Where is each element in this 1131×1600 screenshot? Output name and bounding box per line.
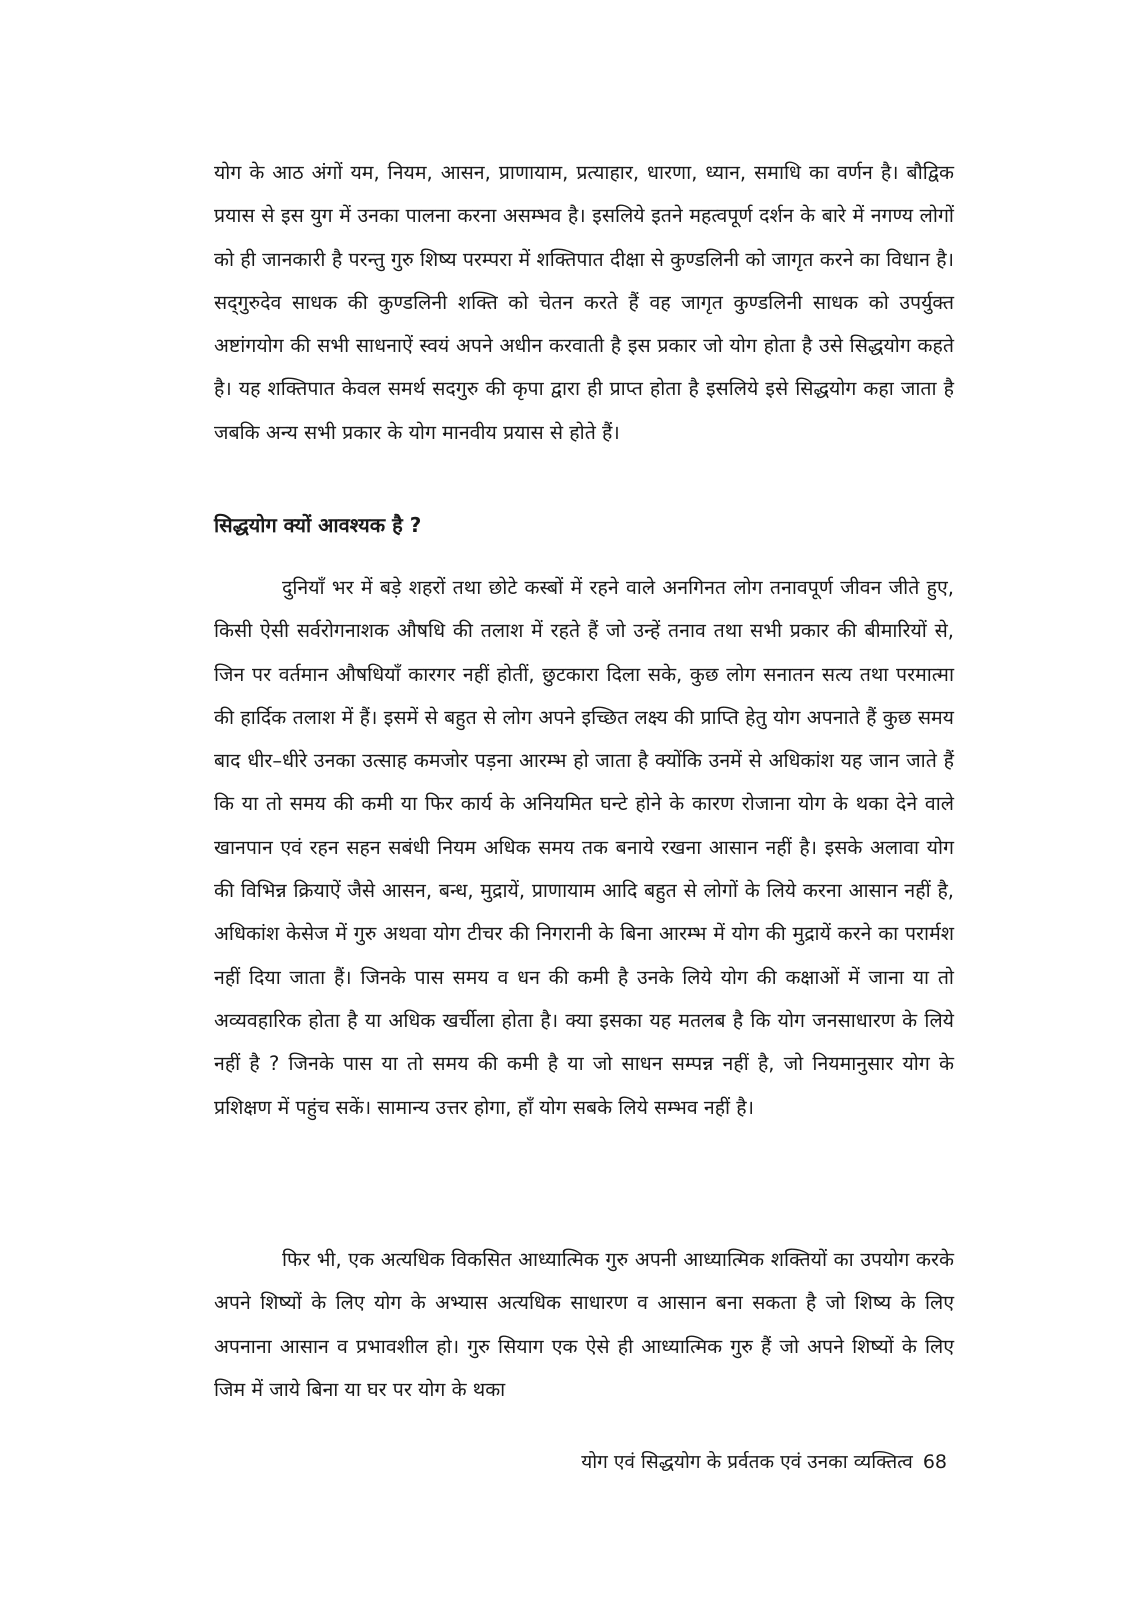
body-paragraph-1: दुनियाँ भर में बड़े शहरों तथा छोटे कस्बों में रहने वाले अनगिनत लोग तनावपूर्ण जीवन जीते हुए, किसी ऐसी सर्वरोगनाशक औषधि की तलाश में रहते हैं जो उन्हें तनाव तथा सभी प्रकार की बीमारियों से, जिन पर वर्तमान औषधियाँ कारगर नहीं होतीं, छुटकारा दिला सके, कुछ लोग सनातन सत्य तथा परमात्मा की हार्दिक तलाश में हैं। इसमें से बहुत से लोग अपने इच्छित लक्ष्य की प्राप्ति हेतु योग अपनाते हैं कुछ समय बाद धीर–धीरे उनका उत्साह कमजोर पड़ना आरम्भ हो जाता है क्योंकि उनमें से अधिकांश यह जान जाते हैं कि या तो समय की कमी या फिर कार्य के अनियमित घन्टे होने के कारण रोजाना योग के थका देने वाले खानपान एवं रहन सहन सबंधी नियम अधिक समय तक बनाये रखना आसान नहीं है। इसके अलावा योग की विभिन्न क्रियाऐं जैसे आसन, बन्ध, मुद्रायें, प्राणायाम आदि बहुत से लोगों के लिये करना आसान नहीं है, अधिकांश केसेज में गुरु अथवा योग टीचर की निगरानी के बिना आरम्भ में योग की मुद्रायें करने का परार्मश नहीं दिया जाता हैं। जिनके पास समय व धन की कमी है उनके लिये योग की कक्षाओं में जाना या तो अव्यवहारिक होता है या अधिक खर्चीला होता है। क्या इसका यह मतलब है कि योग जनसाधारण के लिये नहीं है ? जिनके पास या तो समय की कमी है या जो साधन सम्पन्न नहीं है, जो नियमानुसार योग के प्रशिक्षण में पहुंच सकें। सामान्य उत्तर होगा, हाँ योग सबके लिये सम्भव नहीं है। — [214, 576, 954, 1119]
body-paragraph-2: फिर भी, एक अत्यधिक विकसित आध्यात्मिक गुरु अपनी आध्यात्मिक शक्तियों का उपयोग करके अपने शिष्यों के लिए योग के अभ्यास अत्यधिक साधारण व आसान बना सकता है जो शिष्य के लिए अपनाना आसान व प्रभावशील हो। गुरु सियाग एक ऐसे ही आध्यात्मिक गुरु हैं जो अपने शिष्यों के लिए जिम में जाये बिना या घर पर योग के थका — [214, 1248, 954, 1401]
page-number: 68 — [922, 1451, 947, 1473]
footer-book-title: योग एवं सिद्धयोग के प्रर्वतक एवं उनका व्यक्तित्व — [581, 1451, 913, 1473]
section-heading: सिद्धयोग क्यों आवश्यक है ? — [214, 513, 422, 537]
intro-paragraph: योग के आठ अंगों यम, नियम, आसन, प्राणायाम, प्रत्याहार, धारणा, ध्यान, समाधि का वर्णन है। बौद्विक प्रयास से इस युग में उनका पालना करना असम्भव है। इसलिये इतने महत्वपूर्ण दर्शन के बारे में नगण्य लोगों को ही जानकारी है परन्तु गुरु शिष्य परम्परा में शक्तिपात दीक्षा से कुण्डलिनी को जागृत करने का विधान है। सद्‌गुरुदेव साधक की कुण्डलिनी शक्ति को चेतन करते हैं वह जागृत कुण्डलिनी साधक को उपर्युक्त अष्टांगयोग की सभी साधनाऐं स्वयं अपने अधीन करवाती है इस प्रकार जो योग होता है उसे सिद्धयोग कहते है। यह शक्तिपात केवल समर्थ सदगुरु की कृपा द्वारा ही प्राप्त होता है इसलिये इसे सिद्धयोग कहा जाता है जबकि अन्य सभी प्रकार के योग मानवीय प्रयास से होते हैं। — [214, 161, 954, 444]
page-footer — [581, 1447, 947, 1477]
